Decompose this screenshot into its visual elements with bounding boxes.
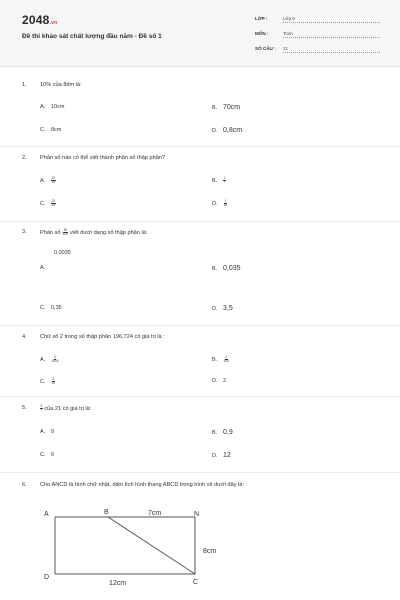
fraction-numerator: 13 [51,199,56,203]
option-value: 0,0035 [54,250,71,256]
option-value: 12 [223,452,231,459]
question-number: 1. [22,82,27,88]
option-letter: A. [40,357,46,364]
question-number: 6. [22,482,27,488]
option-value: 0,35 [51,305,62,311]
option-letter: C. [40,127,46,133]
question-text-after: viết dưới dạng số thập phân là: [69,230,148,237]
option-value: 10cm [51,104,65,110]
option-letter: A. [40,104,46,110]
question-text-before: Phân số [40,230,61,237]
fraction-denominator: 7 [223,180,226,185]
meta-value: 21 [283,46,380,53]
question-number: 5. [22,405,27,411]
option-letter: D. [212,453,218,459]
option-letter: B. [212,430,218,436]
meta-label: MÔN : [255,31,269,36]
question-text-after: của 21 có giá trị là: [44,406,92,413]
option-value: 2 [223,378,227,384]
option-value: 0,9 [223,429,233,436]
fraction-numerator: 2 [54,355,56,359]
length-label-bottom: 12cm [109,580,127,587]
edge-BC [108,517,195,574]
option-letter: D. [212,306,218,312]
option-letter: C. [40,379,46,386]
option-letter: B. [212,105,218,111]
fraction-numerator: 1 [223,176,226,180]
fraction-numerator: 3 [40,404,43,408]
question-text: Phân số nào có thể viết thành phân số thập phân? [40,155,166,161]
option-value: 9 [51,429,55,435]
option-letter: A. [40,178,46,185]
meta-label: SỐ CÂU : [255,46,276,51]
fraction-denominator: 25 [51,180,56,185]
logo-suffix: .vn [49,20,58,26]
option-letter: C. [40,305,46,311]
meta-label: LỚP : [255,16,268,21]
fraction-denominator: 100 [223,359,229,364]
option-letter: B. [212,357,218,364]
question-text: Chữ số 2 trong số thập phân 196,724 có giá trị là : [40,334,165,340]
vertex-label-A: A [44,511,49,518]
vertex-label-B: B [104,509,109,516]
option-letter: B. [212,178,218,185]
length-label-right: 8cm [203,548,217,555]
question-text: Cho ANCD là hình chữ nhật, diện tích hình thang ABCD trong hình vẽ dưới đây là: [40,482,244,488]
option-letter: C. [40,201,46,208]
fraction-numerator: 12 [51,176,56,180]
question-number: 3. [22,229,27,235]
vertex-label-C: C [193,579,199,586]
exam-title: Đề thi khảo sát chất lượng đầu năm - Đề số 1 [22,33,162,40]
meta-value: Toán [283,31,380,38]
option-letter: D. [212,128,218,134]
option-value: 8cm [51,127,62,133]
length-label-top: 7cm [148,510,162,517]
option-value: 0,035 [223,265,241,272]
fraction-numerator: 35 [63,228,68,232]
fraction-denominator: 7 [40,408,43,413]
fraction-numerator: 2 [225,355,228,359]
option-value: 0,8cm [223,127,243,134]
option-value: 70cm [223,104,241,111]
question-number: 4. [22,334,27,340]
option-letter: A. [40,265,46,271]
question-text: 10% của 8dm là: [40,82,82,88]
fraction-denominator: 18 [223,203,228,208]
option-letter: D. [212,201,218,208]
option-value: 6 [51,452,55,458]
option-letter: D. [212,378,218,384]
vertex-label-D: D [44,574,50,581]
option-letter: B. [212,266,218,272]
fraction-denominator: 10 [51,381,56,386]
fraction-denominator: 15 [51,203,56,208]
option-value: 3,5 [223,305,233,312]
option-letter: A. [40,429,46,435]
question-number: 2. [22,155,27,161]
option-letter: C. [40,452,46,458]
fraction-denominator: 100 [62,232,68,237]
fraction-numerator: 2 [52,377,55,381]
fraction-numerator: 1 [224,199,227,203]
meta-value: Lớp 6 [283,16,380,23]
logo-text: 2048 [22,13,50,27]
fraction-denominator: 1000 [51,359,59,364]
vertex-label-N: N [194,511,200,518]
